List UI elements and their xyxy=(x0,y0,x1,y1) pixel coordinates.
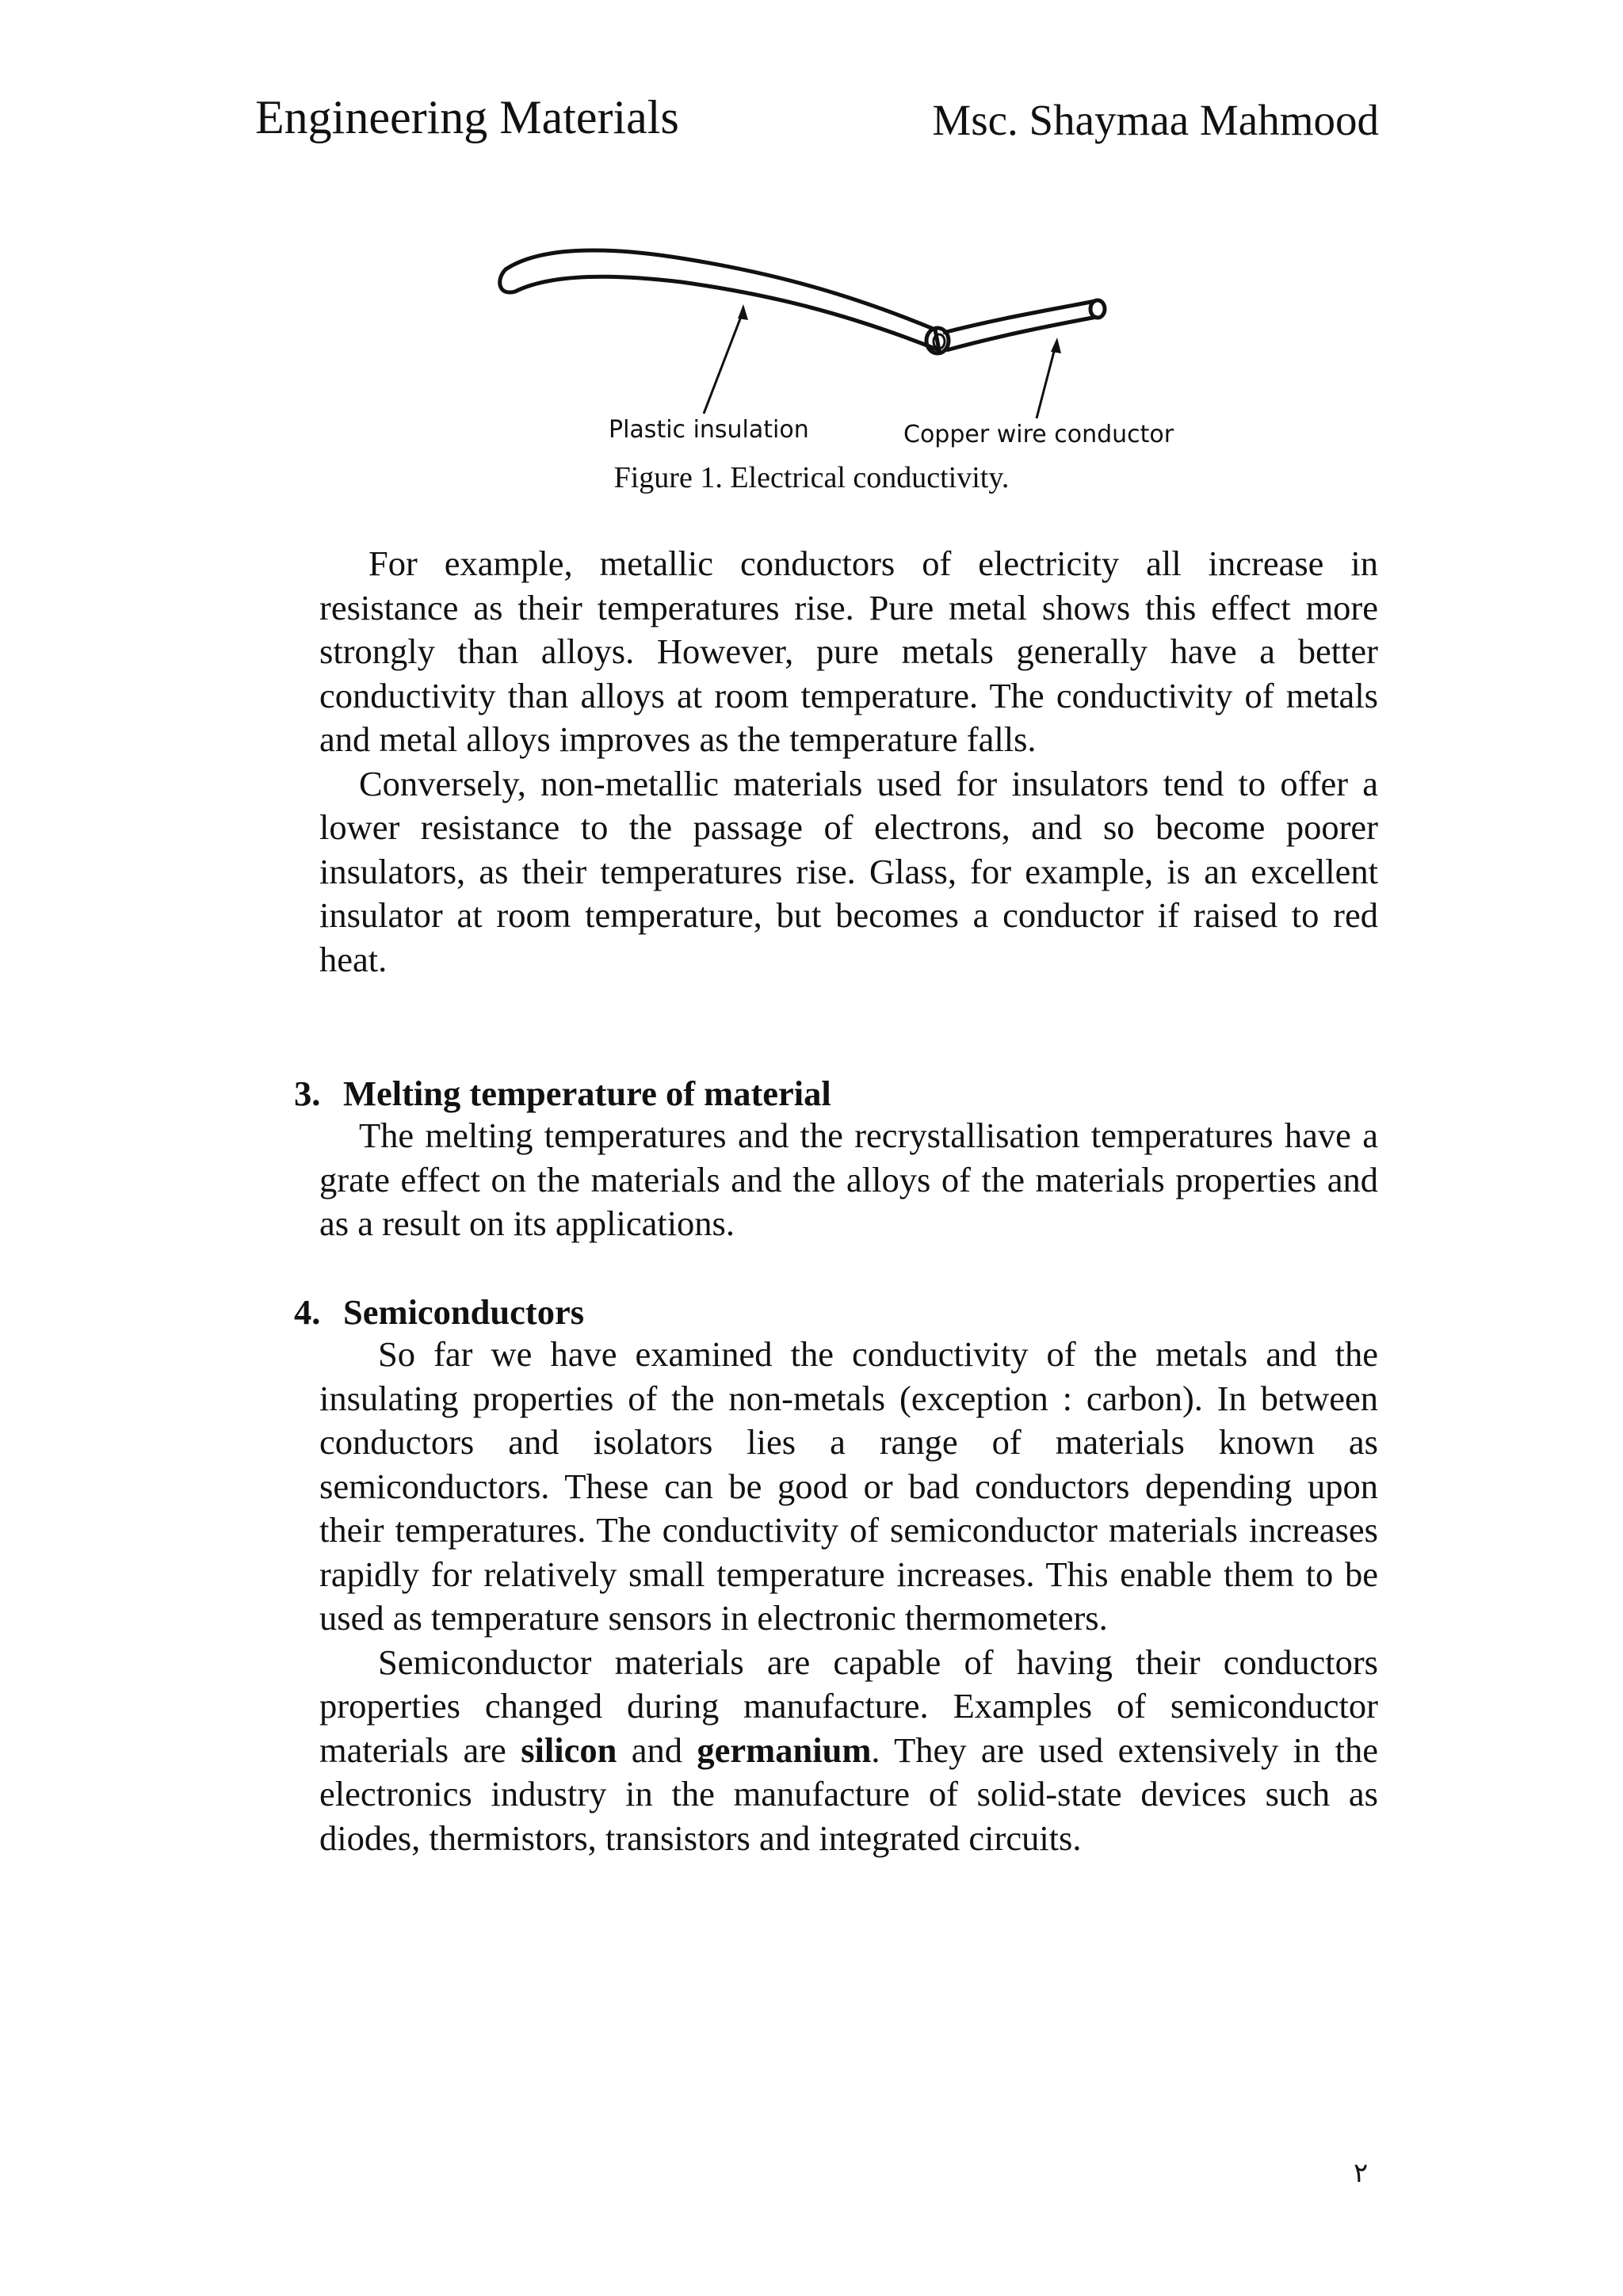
term-silicon: silicon xyxy=(521,1730,617,1770)
header-course-title: Engineering Materials xyxy=(255,91,679,143)
paragraph-semiconductor-materials xyxy=(319,1641,1378,1861)
section-4-title: Semiconductors xyxy=(343,1292,585,1332)
wire-illustration xyxy=(491,230,1189,467)
paragraph-metallic-conductors: For example, metallic conductors of electricity all increase in resistance as their temperatures rise. Pure metal shows this effect more strongly than alloys. However, pure metals generally have a better conductivity than alloys at room temperature. The conductivity of metals and metal alloys improves as the temperature falls. xyxy=(319,543,1378,759)
section-3-text xyxy=(319,1114,1378,1246)
section-4-number: 4. xyxy=(294,1292,321,1332)
paragraph-semiconductors-intro: So far we have examined the conductivity of the metals and the insulating properties of the non-metals (exception : carbon). In between conductors and isolators lies a range of materials known as semiconductors. These can be good or bad conductors depending upon their temperatures. The conductivity of semiconductor materials increases rapidly for relatively small temperature increases. This enable them to be used as temperature sensors in electronic thermometers. xyxy=(319,1334,1378,1638)
page-number: ٢ xyxy=(1354,2157,1369,2189)
label-plastic-insulation: Plastic insulation xyxy=(609,416,809,444)
figure-caption: Figure 1. Electrical conductivity. xyxy=(613,461,1010,494)
label-copper-wire: Copper wire conductor xyxy=(903,421,1174,448)
wire-figure xyxy=(491,230,1189,467)
paragraph-melting-temperature: The melting temperatures and the recrystallisation temperatures have a grate effect on the materials and the alloys of the materials properties and as a result on its applications. xyxy=(319,1116,1378,1243)
semiconductor-text-part2: . They are used extensively in the electronics industry in the manufacture of solid-state devices such as diodes, thermistors, transistors and integrated circuits. xyxy=(319,1730,1378,1858)
semiconductor-text-and: and xyxy=(617,1730,697,1770)
section-4-text xyxy=(319,1333,1378,1860)
section-3-number: 3. xyxy=(294,1074,321,1113)
section-4-heading xyxy=(294,1292,585,1332)
section-3-title: Melting temperature of material xyxy=(343,1074,831,1113)
semiconductor-text-part1: Semiconductor materials are capable of having their conductors properties changed during manufacture. Examples of semiconductor materials are xyxy=(319,1642,1378,1770)
section-3-heading xyxy=(294,1076,831,1112)
paragraph-non-metallic-insulators: Conversely, non-metallic materials used for insulators tend to offer a lower resistance to the passage of electrons, and so become poorer insulators, as their temperatures rise. Glass, for example, is an excellent insulator at room temperature, but becomes a conductor if raised to red heat. xyxy=(319,763,1378,979)
header-author: Msc. Shaymaa Mahmood xyxy=(932,96,1379,144)
term-germanium: germanium xyxy=(697,1730,872,1770)
intro-text xyxy=(319,542,1378,982)
